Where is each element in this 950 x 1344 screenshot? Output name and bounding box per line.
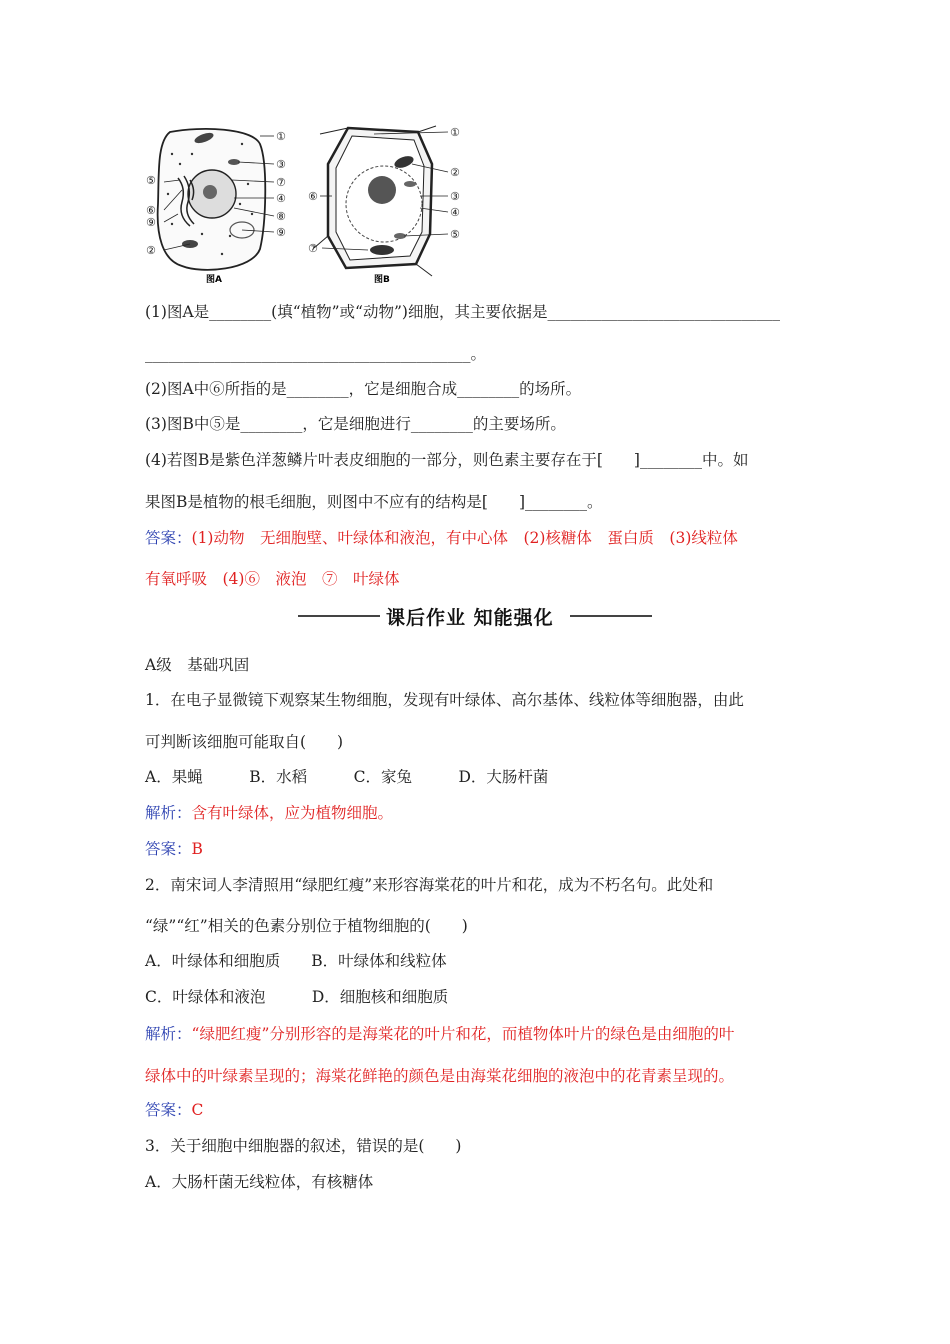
answer-text: (1)动物 无细胞壁、叶绿体和液泡，有中心体 (2)核糖体 蛋白质 (3)线粒体 [191,529,738,547]
q1-analysis-text: 含有叶绿体，应为植物细胞。 [191,804,394,822]
q2-options-ab: A．叶绿体和细胞质 B．叶绿体和线粒体 [145,952,447,970]
q1-answer-value: B [191,840,203,858]
q3-stem: 3．关于细胞中细胞器的叙述，错误的是( ) [145,1137,462,1155]
q1-stem-2: 可判断该细胞可能取自( ) [145,733,344,751]
q2-answer-label: 答案： [145,1101,192,1119]
question-line-2: __________________________________________。 [145,345,487,363]
label-a-9-left: ⑨ [146,216,156,229]
label-a-7: ⑦ [276,176,286,189]
label-b-2: ② [450,166,460,179]
q2-answer [145,1100,203,1120]
label-b-1: ① [450,126,460,139]
q2-analysis-text-1: “绿肥红瘦”分别形容的是海棠花的叶片和花，而植物体叶片的绿色是由细胞的叶 [191,1025,735,1043]
figure-b-caption: 图B [374,275,390,285]
question-line-4: (3)图B中⑤是________，它是细胞进行________的主要场所。 [145,415,566,433]
label-b-7: ⑦ [308,242,318,255]
label-a-1: ① [276,130,286,143]
q2-analysis-2: 绿体中的叶绿素呈现的；海棠花鲜艳的颜色是由海棠花细胞的液泡中的花青素呈现的。 [145,1067,735,1085]
q1-options: A．果蝇 B．水稻 C．家兔 D．大肠杆菌 [145,768,549,786]
q1-answer [145,839,203,859]
answer-line-1 [145,528,738,548]
label-b-5: ⑤ [450,228,460,241]
question-line-6: 果图B是植物的根毛细胞，则图中不应有的结构是[ ]________。 [145,493,603,511]
label-a-2: ② [146,244,156,257]
label-b-4: ④ [450,206,460,219]
nucleus [368,176,396,204]
section-title: 课后作业 知能强化 [386,607,554,629]
mitochondrion [404,181,416,187]
q2-stem-2: “绿”“红”相关的色素分别位于植物细胞的( ) [145,917,468,935]
label-a-6: ⑥ [146,204,156,217]
divider-left [298,615,380,617]
question-line-3: (2)图A中⑥所指的是________，它是细胞合成________的场所。 [145,380,582,398]
q1-analysis [145,803,393,823]
label-a-9-right: ⑨ [276,226,286,239]
label-b-3: ③ [450,190,460,203]
q1-stem-1: 1．在电子显微镜下观察某生物细胞，发现有叶绿体、高尔基体、线粒体等细胞器，由此 [145,691,744,709]
level-heading: A级 基础巩固 [145,656,250,674]
q1-analysis-label: 解析： [145,804,192,822]
chloroplast [370,245,394,255]
q2-answer-value: C [191,1101,204,1119]
q1-answer-label: 答案： [145,840,192,858]
label-a-8: ⑧ [276,210,286,223]
q2-options-cd: C．叶绿体和液泡 D．细胞核和细胞质 [145,988,449,1006]
question-line-5: (4)若图B是紫色洋葱鳞片叶表皮细胞的一部分，则色素主要存在于[ ]________中。如 [145,451,749,469]
answer-line-2: 有氧呼吸 (4)⑥ 液泡 ⑦ 叶绿体 [145,570,400,588]
plant-cell-figure [306,124,468,286]
q2-analysis-label: 解析： [145,1025,192,1043]
figure-a-caption: 图A [206,275,222,285]
q2-analysis-1 [145,1024,734,1044]
label-b-6: ⑥ [308,190,318,203]
q3-option-a: A．大肠杆菌无线粒体，有核糖体 [145,1173,374,1191]
animal-cell-figure [142,124,292,286]
answer-label: 答案： [145,529,192,547]
q2-stem-1: 2．南宋词人李清照用“绿肥红瘦”来形容海棠花的叶片和花，成为不朽名句。此处和 [145,876,714,894]
label-a-5: ⑤ [146,174,156,187]
nucleolus [203,185,217,199]
divider-right [570,615,652,617]
label-a-4: ④ [276,192,286,205]
question-line-1: (1)图A是________(填“植物”或“动物”)细胞，其主要依据是______________________________ [145,303,780,321]
label-a-3: ③ [276,158,286,171]
